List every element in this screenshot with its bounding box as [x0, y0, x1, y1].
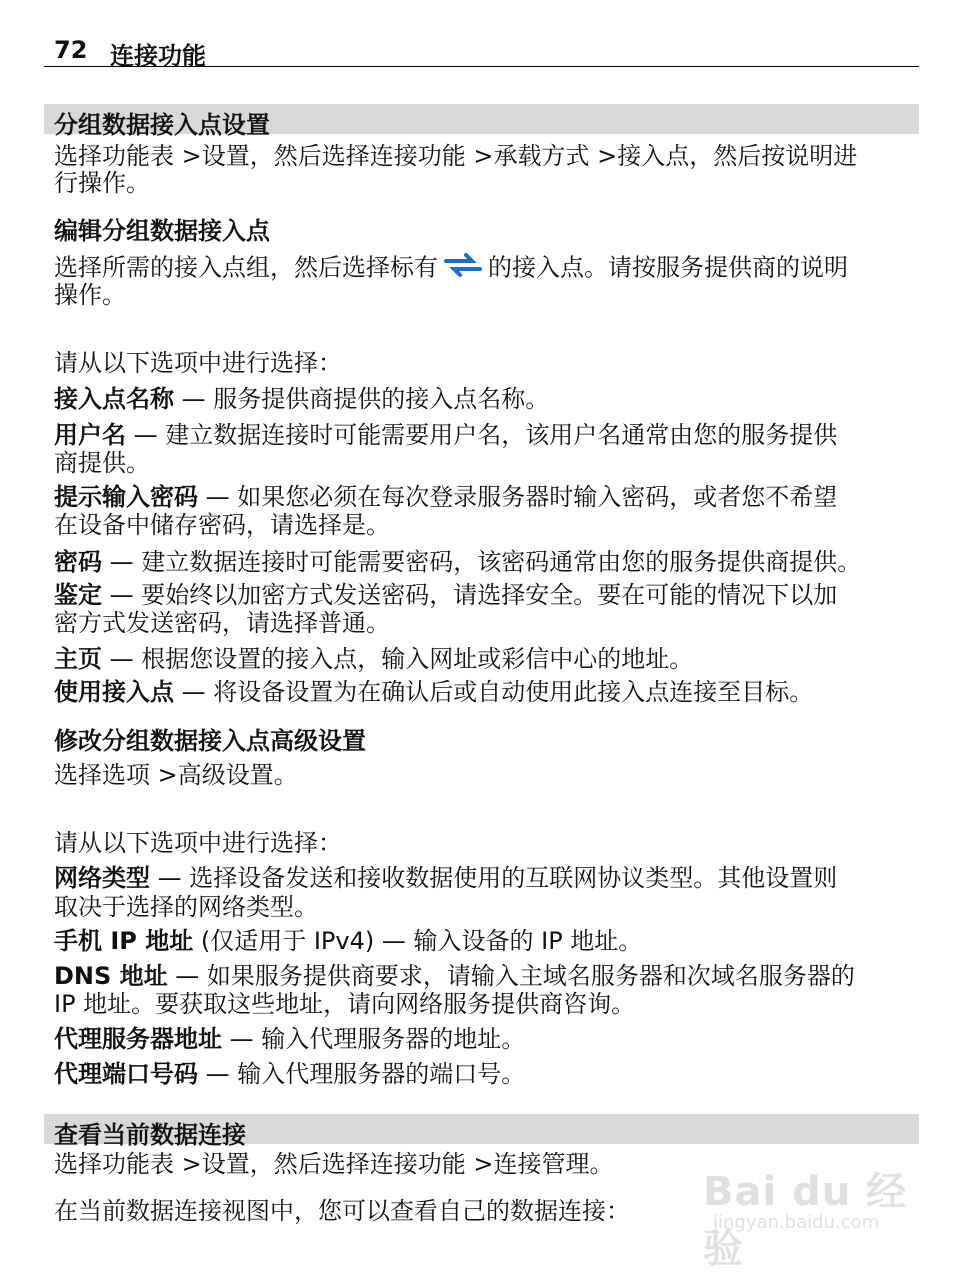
option-term: 代理服务器地址	[54, 1025, 222, 1053]
option-desc-cont: 商提供。	[54, 449, 150, 477]
option-item	[54, 644, 693, 674]
option-term: DNS 地址	[54, 962, 168, 990]
option-desc: — 服务提供商提供的接入点名称。	[174, 385, 550, 413]
subsection-title: 编辑分组数据接入点	[54, 217, 270, 245]
paragraph-line: 选择功能表 >设置，然后选择连接功能 >承载方式 >接入点，然后按说明进	[54, 142, 858, 170]
subsection-title: 修改分组数据接入点高级设置	[54, 727, 366, 755]
option-item	[54, 580, 837, 610]
paragraph-line: 行操作。	[54, 169, 150, 197]
page-header	[44, 32, 919, 70]
option-term: 密码	[54, 548, 102, 576]
option-item	[54, 420, 837, 450]
option-item	[54, 677, 813, 707]
option-term: 网络类型	[54, 864, 150, 892]
chapter-title: 连接功能	[110, 42, 206, 70]
section-title: 查看当前数据连接	[54, 1121, 246, 1149]
paragraph-line	[54, 252, 848, 285]
option-term: 鉴定	[54, 581, 102, 609]
choose-prompt: 请从以下选项中进行选择：	[54, 829, 342, 857]
option-desc: — 如果服务提供商要求，请输入主域名服务器和次域名服务器的	[167, 962, 855, 990]
option-item	[54, 1059, 525, 1089]
section-heading-bar	[44, 104, 919, 139]
paragraph-line: 选择功能表 >设置，然后选择连接功能 >连接管理。	[54, 1150, 614, 1178]
option-item	[54, 547, 861, 577]
section-title: 分组数据接入点设置	[54, 111, 270, 139]
paragraph-line: 在当前数据连接视图中，您可以查看自己的数据连接：	[54, 1197, 630, 1225]
watermark-logo: Bai du 经验	[703, 1169, 908, 1272]
option-desc: — 根据您设置的接入点，输入网址或彩信中心的地址。	[102, 645, 694, 673]
text-run: 选择所需的接入点组，然后选择标有	[54, 253, 438, 282]
watermark-url: jingyan.baidu.com	[713, 1212, 880, 1233]
option-desc-cont: 密方式发送密码，请选择普通。	[54, 609, 390, 637]
option-item	[54, 482, 837, 512]
option-item	[54, 1024, 525, 1054]
option-desc: — 选择设备发送和接收数据使用的互联网协议类型。其他设置则	[150, 864, 838, 892]
option-desc: (仅适用于 IPv4) — 输入设备的 IP 地址。	[193, 927, 643, 955]
paragraph-line: 选择选项 >高级设置。	[54, 761, 298, 789]
option-term: 接入点名称	[54, 385, 174, 413]
option-desc: — 输入代理服务器的地址。	[222, 1025, 526, 1053]
paragraph-line: 操作。	[54, 281, 126, 309]
option-desc: — 建立数据连接时可能需要密码，该密码通常由您的服务提供商提供。	[102, 548, 862, 576]
option-desc: — 建立数据连接时可能需要用户名，该用户名通常由您的服务提供	[126, 421, 838, 449]
option-desc-cont: 在设备中储存密码，请选择是。	[54, 511, 390, 539]
option-term: 提示输入密码	[54, 483, 198, 511]
option-desc: — 如果您必须在每次登录服务器时输入密码，或者您不希望	[198, 483, 838, 511]
option-item	[54, 863, 837, 893]
option-desc-cont: IP 地址。要获取这些地址，请向网络服务提供商咨询。	[54, 990, 636, 1018]
option-desc: — 输入代理服务器的端口号。	[198, 1060, 526, 1088]
option-term: 主页	[54, 645, 102, 673]
option-term: 用户名	[54, 421, 126, 449]
option-item	[54, 926, 642, 956]
option-desc-cont: 取决于选择的网络类型。	[54, 893, 318, 921]
text-run: 的接入点。请按服务提供商的说明	[488, 253, 848, 282]
section-heading-bar	[44, 1114, 919, 1149]
option-term: 代理端口号码	[54, 1060, 198, 1088]
watermark	[703, 1160, 913, 1272]
two-way-arrow-icon	[442, 252, 484, 285]
option-item	[54, 384, 549, 414]
option-desc: — 要始终以加密方式发送密码，请选择安全。要在可能的情况下以加	[102, 581, 838, 609]
choose-prompt: 请从以下选项中进行选择：	[54, 349, 342, 377]
option-term: 手机 IP 地址	[54, 927, 194, 955]
option-term: 使用接入点	[54, 678, 174, 706]
option-item	[54, 961, 855, 991]
page-number: 72	[54, 36, 88, 64]
option-desc: — 将设备设置为在确认后或自动使用此接入点连接至目标。	[174, 678, 814, 706]
